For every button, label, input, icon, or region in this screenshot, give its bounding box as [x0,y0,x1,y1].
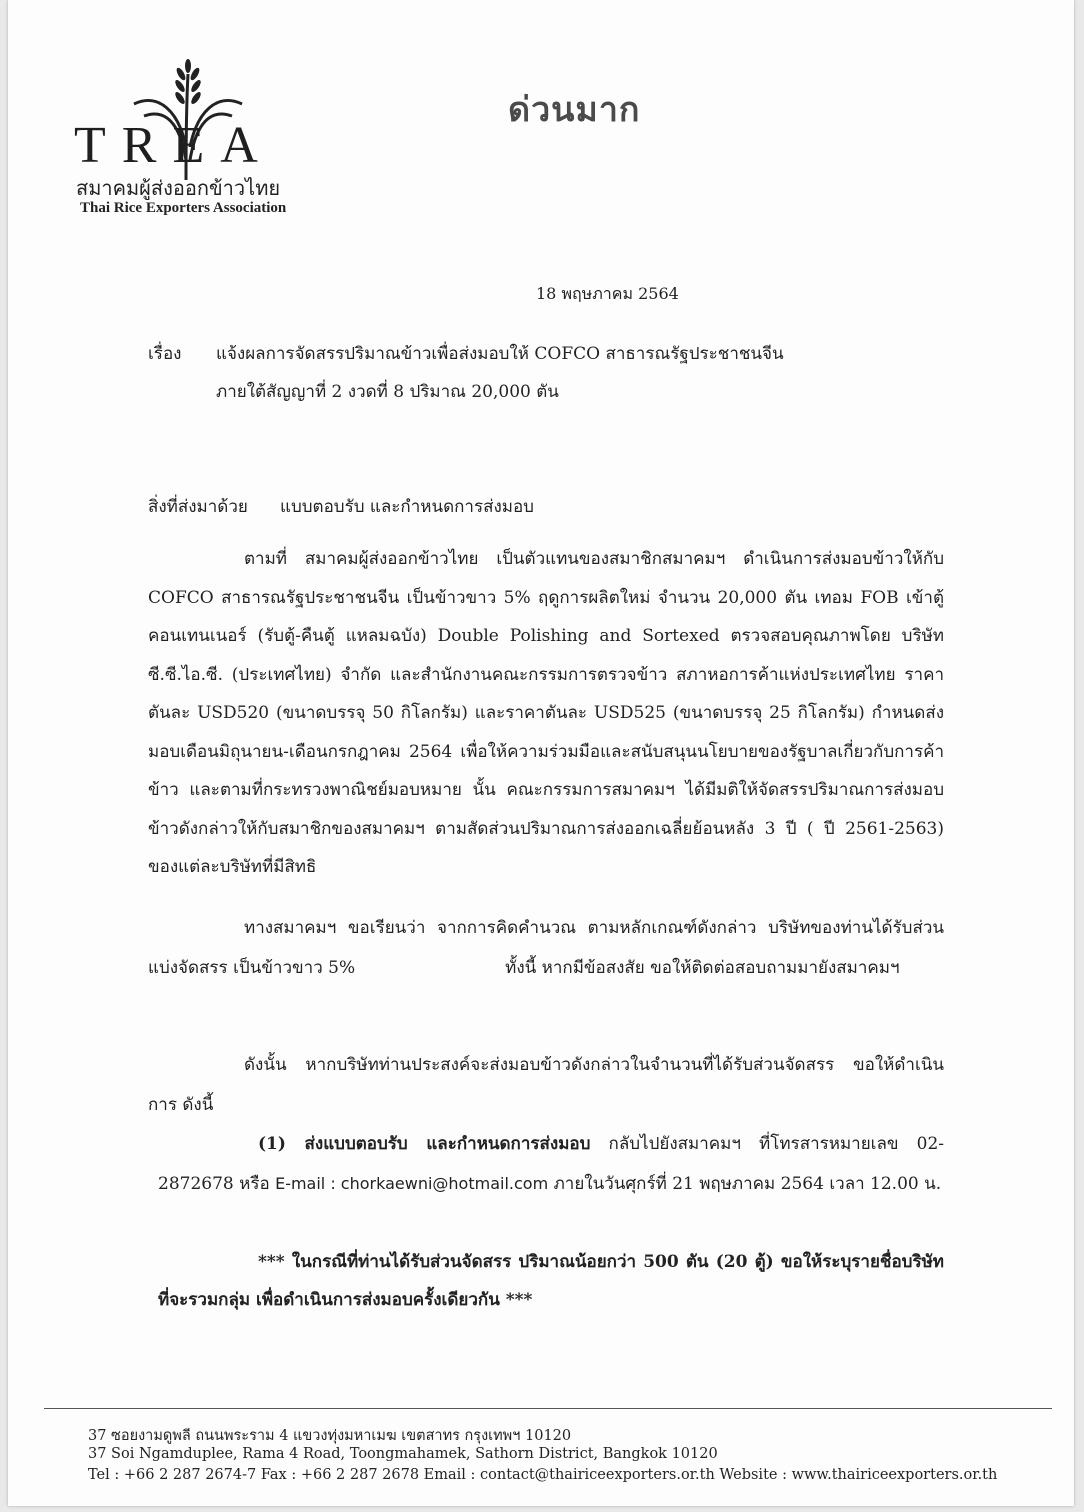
enclosure-label: สิ่งที่ส่งมาด้วย [148,497,248,517]
paragraph-background: ตามที่ สมาคมผู้ส่งออกข้าวไทย เป็นตัวแทนของสมาชิกสมาคมฯ ดำเนินการส่งมอบข้าวให้กับ COFCO สาธารณรัฐประชาชนจีน เป็นข้าวขาว 5% ฤดูการผลิตใหม่ จำนวน 20,000 ตัน เทอม FOB เข้าตู้คอนเทนเนอร์ (รับตู้-คืนตู้ แหลมฉบัง) Double Polishing and Sortexed ตรวจสอบคุณภาพโดย บริษัท ซี.ซี.ไอ.ซี. (ประเทศไทย) จำกัด และสำนักงานคณะกรรมการตรวจข้าว สภาหอการค้าแห่งประเทศไทย ราคาตันละ USD520 (ขนาดบรรจุ 50 กิโลกรัม) และราคาตันละ USD525 (ขนาดบรรจุ 25 กิโลกรัม) กำหนดส่งมอบเดือนมิถุนายน-เดือนกรกฎาคม 2564 เพื่อให้ความร่วมมือและสนับสนุนนโยบายของรัฐบาลเกี่ยวกับการค้าข้าว และตามที่กระทรวงพาณิชย์มอบหมาย นั้น คณะกรรมการสมาคมฯ ได้มีมติให้จัดสรรปริมาณการส่งมอบข้าวดังกล่าวให้กับสมาชิกของสมาคมฯ ตามสัดส่วนปริมาณการส่งออกเฉลี่ยย้อนหลัง 3 ปี ( ปี 2561-2563) ของแต่ละบริษัทที่มีสิทธิ [148,549,944,877]
paragraph-allocation [148,908,944,988]
paragraph-instructions: ดังนั้น หากบริษัทท่านประสงค์จะส่งมอบข้าวดังกล่าวในจำนวนที่ได้รับส่วนจัดสรร ขอให้ดำเนินการ ดังนี้ [148,1055,944,1115]
step-1-deadline: ภายในวันศุกร์ที่ 21 พฤษภาคม 2564 เวลา 12.00 น. [553,1174,942,1194]
logo-thai-name: สมาคมผู้ส่งออกข้าวไทย [76,176,281,200]
logo-english-name: Thai Rice Exporters Association [80,200,287,216]
footer-contact: Tel : +66 2 287 2674-7 Fax : +66 2 287 2678 Email : contact@thairiceexporters.or.th Website : www.thairiceexporters.or.th [88,1467,998,1483]
letter-date: 18 พฤษภาคม 2564 [536,284,679,303]
subject-line-1: แจ้งผลการจัดสรรปริมาณข้าวเพื่อส่งมอบให้ COFCO สาธารณรัฐประชาชนจีน [216,344,784,364]
enclosure-text: แบบตอบรับ และกำหนดการส่งมอบ [280,497,534,517]
letter-page [8,0,1074,1506]
logo-letters: TREA [74,117,274,174]
paragraph-note: *** ในกรณีที่ท่านได้รับส่วนจัดสรร ปริมาณน้อยกว่า 500 ตัน (20 ตู้) ขอให้ระบุรายชื่อบริษัทที่จะรวมกลุ่ม เพื่อดำเนินการส่งมอบครั้งเดียวกัน *** [158,1252,944,1310]
allocation-contact: ทั้งนี้ หากมีข้อสงสัย ขอให้ติดต่อสอบถามมายังสมาคมฯ [505,958,900,978]
urgent-stamp: ด่วนมาก [508,90,641,130]
footer-address-english: 37 Soi Ngamduplee, Rama 4 Road, Toongmahamek, Sathorn District, Bangkok 10120 [88,1446,718,1462]
subject-label: เรื่อง [148,344,182,364]
allocation-text: ทางสมาคมฯ ขอเรียนว่า จากการคิดคำนวณ ตามหลักเกณฑ์ดังกล่าว บริษัทของท่านได้รับส่วนแบ่งจัดสรร เป็นข้าวขาว 5% [148,918,944,978]
step-1-fax: กลับไปยังสมาคมฯ ที่โทรสารหมายเลข 02-2872678 หรือ [158,1134,944,1194]
footer-divider [44,1408,1052,1409]
step-1-heading: (1) ส่งแบบตอบรับ และกำหนดการส่งมอบ [258,1134,591,1154]
footer-address-thai: 37 ซอยงามดูพลี ถนนพระราม 4 แขวงทุ่งมหาเมฆ เขตสาทร กรุงเทพฯ 10120 [88,1428,572,1444]
paragraph-step-1 [158,1124,944,1204]
subject-line-2: ภายใต้สัญญาที่ 2 งวดที่ 8 ปริมาณ 20,000 ตัน [216,382,559,402]
step-1-email: E-mail : chorkaewni@hotmail.com [275,1174,549,1193]
